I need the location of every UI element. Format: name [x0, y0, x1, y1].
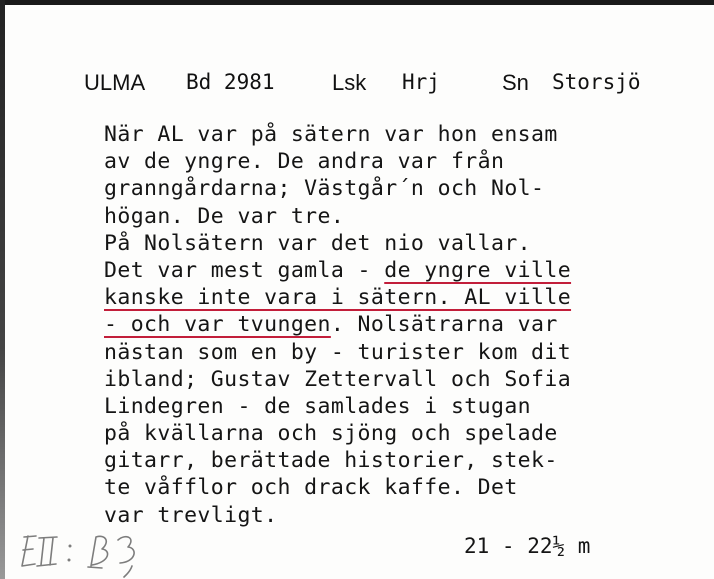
text-segment: ibland; Gustav Zettervall och Sofia — [104, 366, 572, 392]
handwritten-signature — [14, 528, 164, 578]
socken-name: Storsjö — [552, 70, 641, 94]
underlined-text: de yngre ville — [384, 257, 572, 283]
landskap-label: Lsk — [332, 70, 367, 95]
record-text — [104, 121, 704, 529]
text-segment: te våfflor och drack kaffe. Det — [104, 475, 518, 501]
page-range: 21 - 22½ m — [464, 534, 591, 558]
text-segment: Lindegren - de samlades i stugan — [104, 393, 532, 419]
collection-code: ULMA — [84, 70, 146, 95]
text-line — [104, 447, 704, 474]
text-line — [104, 393, 704, 420]
card-left-edge — [0, 0, 5, 579]
text-segment: av de yngre. De andra var från — [104, 149, 505, 175]
card-header — [84, 70, 684, 102]
text-line — [104, 420, 704, 447]
text-line — [104, 148, 704, 175]
underlined-text: kanske inte vara i sätern. AL ville — [104, 285, 572, 311]
text-line — [104, 339, 704, 366]
text-segment: . Nolsätrarna var — [330, 312, 558, 338]
text-segment: högan. De var tre. — [104, 203, 345, 229]
record-number: Bd 2981 — [186, 70, 275, 94]
text-segment: När AL var på sätern var hon ensam — [104, 122, 558, 147]
text-segment: gitarr, berättade historier, stek- — [104, 448, 558, 474]
text-segment: på kvällarna och sjöng och spelade — [104, 421, 558, 447]
harad-code: Hrj — [402, 70, 440, 94]
text-line — [104, 121, 704, 148]
text-line — [104, 175, 704, 202]
text-line — [104, 474, 704, 501]
text-line — [104, 366, 704, 393]
text-line — [104, 502, 704, 529]
socken-label: Sn — [502, 70, 529, 95]
text-line — [104, 257, 704, 284]
text-line — [104, 311, 704, 338]
underlined-text: - och var tvungen — [104, 312, 331, 338]
text-segment: nästan som en by - turister kom dit — [104, 339, 572, 365]
card-top-edge — [0, 0, 714, 5]
text-line — [104, 284, 704, 311]
text-segment: var trevligt. — [104, 502, 278, 528]
text-segment: På Nolsätern var det nio vallar. — [104, 230, 532, 256]
text-segment: granngårdarna; Västgår´n och Nol- — [104, 176, 545, 202]
text-line — [104, 230, 704, 257]
text-segment: Det var mest gamla - — [104, 257, 385, 283]
text-line — [104, 203, 704, 230]
